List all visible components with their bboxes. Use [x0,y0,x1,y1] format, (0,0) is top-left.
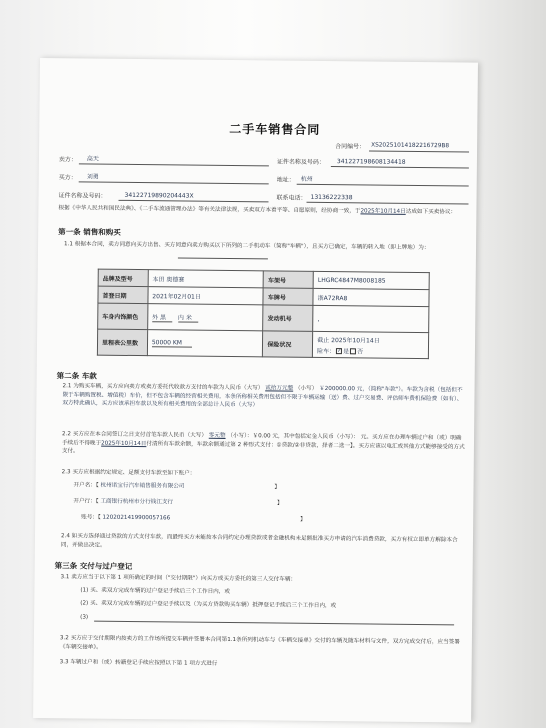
opt3-underline [94,621,454,626]
seller-id-label: 证件名称及号码： [276,158,325,166]
contract-no-value: XS20251014182216729B8 [371,142,450,150]
seller-value: 高天 [86,155,99,163]
plate-location-underline [178,257,268,259]
checkbox-no [350,348,356,354]
address-label: 地址： [276,176,295,184]
vehicle-info-table [97,269,430,359]
buyer-value: 刘勇 [86,173,99,181]
section2-title: 第二条 车款 [56,371,97,381]
section3-title: 第三条 交付与过户登记 [54,561,133,571]
section3-opt2: (2) 买、卖双方完成车辆的过户登记手续以及（为买方贷款购买车辆）抵押登记手续后三个工作日内，或 [80,600,337,610]
reg-date-value: 2021年02月01日 [148,287,264,305]
seller-id-value: 341227198608134418 [336,158,406,166]
buyer-id-value: 34122719890204443X [124,191,194,200]
section2-p22: 2.2 买方应在本合同签订之日支付首笔车款人民币（大写） 零元整 （小写）：￥0.00 元，其中包括定金人民币（小写）： 元。买方应在办理车辆过户和（或）明确手续后不得晚于2025年10月14日付清所有车款余额，车款余额通过第 2 种形式支付：①贷款/②非贷款，择者二选一】。买方应该以电汇或其他方式能够接受的方式支付。 [61,431,465,455]
table-row [97,329,428,358]
mileage-label: 里程表公里数 [97,329,147,356]
address-value: 杭州 [300,175,313,183]
insurance-value [313,331,429,358]
section2-p23: 2.3 买方应根据约定规定、足额支付车款至如下账户： [61,469,196,477]
section1-p11: 1.1 根据本合同，卖方同意向买方出售、买方同意向卖方购买以下所列的二手机动车（简称"车辆"），且买方已确定，车辆的转入地（即上牌地）为： [64,241,430,252]
insurance-label: 保险状况 [263,331,313,358]
engine-label: 发动机号 [263,305,313,332]
buyer-id-label: 证件名称及号码： [58,192,107,200]
buyer-id-underline [119,200,269,203]
contract-page [33,58,478,723]
contract-no-underline [369,150,469,152]
bank-line: 开户行：【 工商银行杭州市分行钱江支行 】 [73,498,283,507]
insurance-until: 截止 2025年10月14日 [317,336,380,345]
seller-id-underline [331,166,469,168]
phone-label: 联系电话： [276,194,307,202]
reg-date-label: 首登日期 [98,286,148,304]
plate-label: 车牌号 [263,288,313,306]
account-no-line: 账号：【 1202021419900057166 】 [81,514,306,523]
section2-p21: 2.1 为购买车辆，买方应向卖方或卖方委托代收款方支付的车款为人民币（大写） 贰拾万元整 （小写） ￥200000.00 元，（简称"车款"）。车款为含税（包括但不限于车辆购置税、增值税）车价，但不包含车辆的经营相关费用，本条所称相关费用包括但不限于车辆运输（送）费、过户交易费、评估师车费机保险费（如有）、双方特此确认，买方应该承担车款以及所有相关费用的全部总计人民币（大写） [62,383,463,409]
color-value [147,304,263,331]
buyer-underline [79,181,269,184]
section1-title: 第一条 销售和购买 [58,227,121,237]
plate-value: 浙A72RA8 [313,288,429,306]
phone-underline [306,202,468,205]
account-name-line: 开户名：【 杭州诺宝行汽车销售服务有限公司 】 [73,482,281,491]
phone-value: 13136222338 [310,193,353,202]
section3-opt1: (1) 买、卖双方完成车辆的过户登记手续后三个工作日内，或 [80,587,230,596]
color-exterior: 外 黑 [152,314,172,322]
seller-underline [79,163,269,166]
section2-p24: 2.4 如买方选择通过贷款的方式支付车款，而最终买方未能按本合同约定办理贷款或者金融机构未足额批准买方申请的汽车消费贷款，买方有权立即单方解除本合同，并做出决定。 [60,533,458,549]
frame-label: 车架号 [263,271,313,289]
section3-p33: 3.3 车辆过户和（或）转籍登记手续应按照以下第 1 项方式进行 [59,659,218,667]
table-row [98,303,429,332]
engine-value: ， [313,305,429,332]
contract-no-label: 合同编号： [335,143,366,151]
buyer-label: 买方： [58,174,77,182]
contract-title: 二手车销售合同 [229,121,321,137]
brand-label: 品牌及型号 [98,269,148,287]
checkbox-yes: ✓ [337,348,342,355]
section3-p31: 3.1 卖方应当于以下第 1 项所确定的时间（"交付期限"）向买方或买方委托的第三人交付车辆： [60,574,297,583]
mileage-value: 50000 KM [147,330,263,357]
insurance-risk: 险车： ✓ 是 否 [317,347,364,355]
frame-value: LHGRC4847M8008185 [313,271,429,289]
seller-label: 卖方： [58,156,77,164]
brand-value: 本田 奥德赛 [148,270,264,288]
section3-opt3: (3) [80,614,89,621]
color-label: 车身内饰颜色 [98,303,148,330]
address-underline [297,184,469,187]
preamble: 根据《中华人民共和国民法典》、《二手车流通管理办法》等有关法律法规，买卖双方本着平等、自愿原则，经协商一致，于2025年10月14日达成如下买卖协议： [58,205,457,216]
section3-p32: 3.2 买方应于交付期限内按卖方的工作场所提交车辆并签署本合同第1.1条所列机动车与《车辆交接单》交付的车辆及随车材料与文件，双方完成交付后，应当签署《车辆交接单》。 [59,635,460,651]
color-interior: 内 米 [178,314,198,322]
